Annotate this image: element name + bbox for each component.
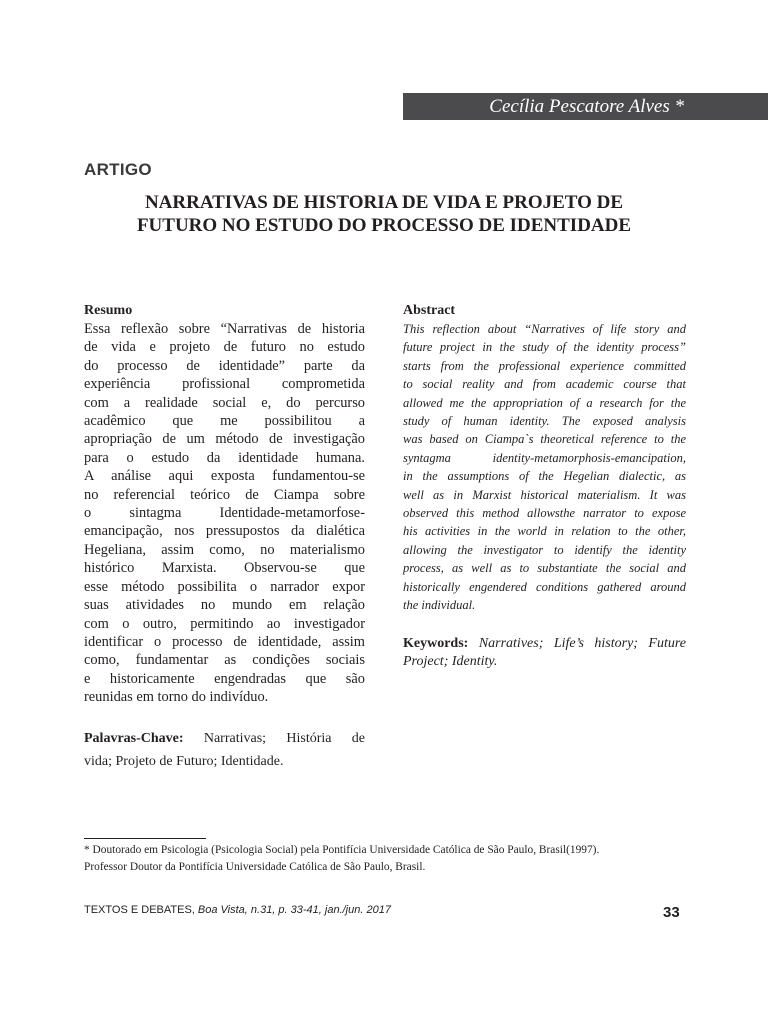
- journal-issue: Boa Vista, n.31, p. 33-41, jan./jun. 2017: [194, 904, 391, 916]
- resumo-line: acadêmico que me possibilitou a: [84, 413, 365, 430]
- palavras-chave: [84, 727, 365, 773]
- abstract-line: process, as well as to substantiate the social and: [403, 561, 686, 576]
- resumo-line: experiência profissional comprometida: [84, 376, 365, 393]
- article-title: [84, 191, 684, 237]
- abstract-line: his activities in the world in relation to the other,: [403, 524, 686, 539]
- resumo-text: [84, 320, 365, 707]
- author-name: Cecília Pescatore Alves *: [489, 96, 684, 117]
- abstract-line: observed this method allowsthe narrator to expose: [403, 506, 686, 521]
- abstract-line: historically engendered conditions gathered around: [403, 579, 686, 594]
- abstract-line: the individual.: [403, 598, 476, 613]
- page-number: 33: [663, 904, 680, 921]
- abstract-line: future project in the study of the identity process”: [403, 340, 686, 355]
- title-line: NARRATIVAS DE HISTORIA DE VIDA E PROJETO DE: [144, 192, 624, 213]
- resumo-line: Essa reflexão sobre “Narrativas de historia: [84, 321, 365, 337]
- abstract-line: syntagma identity-metamorphosis-emancipation,: [403, 450, 686, 465]
- resumo-line: o sintagma Identidade-metamorfose-: [84, 505, 365, 522]
- resumo-line: no referencial teórico de Ciampa sobre: [84, 486, 365, 503]
- author-banner: [403, 93, 768, 120]
- resumo-line: histórico Marxista. Observou-se que: [84, 560, 365, 577]
- abstract-line: to social reality and from academic course that: [403, 377, 686, 392]
- keywords-values: Project; Identity.: [403, 654, 498, 670]
- abstract-line: allowed me the appropriation of a research for the: [403, 395, 686, 410]
- abstract-heading: Abstract: [403, 303, 456, 318]
- resumo-line: Hegeliana, assim como, no materialismo: [84, 541, 365, 558]
- journal-name: TEXTOS E DEBATES,: [84, 904, 195, 916]
- resumo-line: apropriação de um método de investigação: [84, 431, 365, 448]
- resumo-line: de vida e projeto de futuro no estudo: [84, 339, 365, 356]
- palavras-chave-values: Narrativas; História de: [203, 730, 365, 746]
- keywords: [403, 635, 686, 672]
- abstract-line: in the assumptions of the Hegelian dialectic, as: [403, 469, 686, 484]
- resumo-column: [84, 302, 365, 773]
- resumo-line: identificar o processo de identidade, assim: [84, 633, 365, 650]
- resumo-line: como, fundamentar as condições sociais: [84, 652, 365, 669]
- resumo-line: emancipação, nos pressupostos da dialética: [84, 523, 365, 540]
- footnote-line: * Doutorado em Psicologia (Psicologia Social) pela Pontifícia Universidade Católica de São Paulo, Brasil(1997).: [84, 844, 600, 856]
- resumo-line: suas atividades no mundo em relação: [84, 597, 365, 614]
- title-line: FUTURO NO ESTUDO DO PROCESSO DE IDENTIDADE: [136, 215, 632, 236]
- resumo-heading: Resumo: [84, 303, 133, 318]
- abstract-line: well as in Marxist historical materialism. It was: [403, 487, 686, 502]
- abstract-line: This reflection about “Narratives of life story and: [403, 322, 686, 336]
- keywords-values: Narratives; Life’s history; Future: [478, 635, 687, 651]
- author-footnote: [84, 842, 599, 875]
- journal-citation: [84, 904, 391, 916]
- palavras-chave-values: vida; Projeto de Futuro; Identidade.: [84, 753, 284, 769]
- abstract-text: [403, 320, 686, 615]
- resumo-line: reunidas em torno do indivíduo.: [84, 689, 269, 706]
- section-label: ARTIGO: [84, 160, 152, 179]
- palavras-chave-label: Palavras-Chave:: [84, 730, 184, 746]
- keywords-label: Keywords:: [403, 635, 469, 651]
- resumo-line: esse método possibilita o narrador expor: [84, 578, 365, 595]
- abstract-line: allowing the investigator to identify the identity: [403, 542, 686, 557]
- footnote-line: Professor Doutor da Pontifícia Universidade Católica de São Paulo, Brasil.: [84, 860, 426, 873]
- resumo-line: do processo de identidade” parte da: [84, 357, 365, 374]
- abstract-line: study of human identity. The exposed analysis: [403, 414, 686, 429]
- abstract-line: was based on Ciampa`s theoretical reference to the: [403, 432, 686, 447]
- abstract-column: [403, 302, 686, 672]
- resumo-line: e historicamente engendradas que são: [84, 670, 365, 687]
- resumo-line: A análise aqui exposta fundamentou-se: [84, 468, 365, 485]
- resumo-line: para o estudo da identidade humana.: [84, 449, 365, 466]
- resumo-line: com o outro, permitindo ao investigador: [84, 615, 365, 632]
- resumo-line: com a realidade social e, do percurso: [84, 394, 365, 411]
- abstract-line: starts from the professional experience committed: [403, 358, 686, 373]
- footnote-divider: [84, 838, 206, 839]
